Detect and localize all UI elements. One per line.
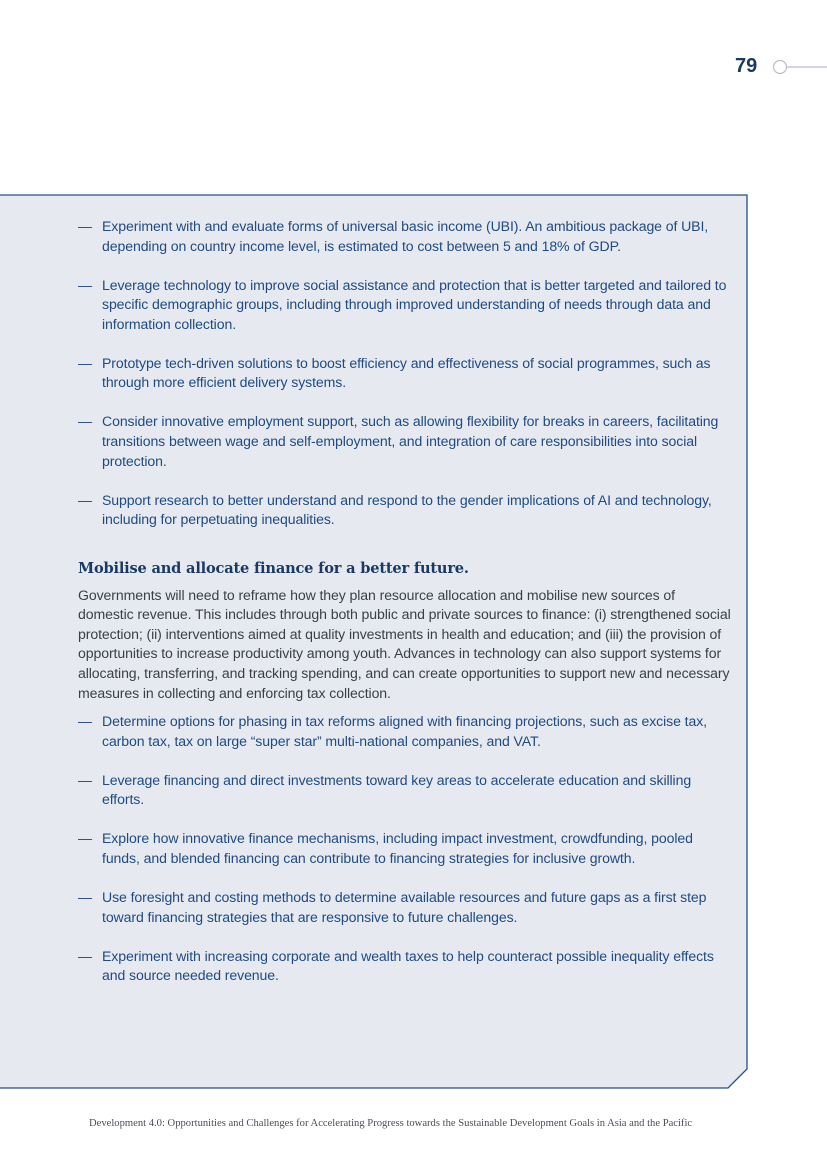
bullet-list-finance: [78, 712, 733, 986]
body-paragraph: Governments will need to reframe how they plan resource allocation and mobilise new sources of domestic revenue. This includes through both public and private sources to finance: (i) strengthened social protection; (ii) interventions aimed at quality investments in health and education; and (iii) the provision of opportunities to increase productivity among youth. Advances in technology can also support systems for allocating, transferring, and tracking spending, and can create opportunities to support new and necessary measures in collecting and enforcing tax collection.: [78, 586, 731, 701]
bullet-text: Determine options for phasing in tax reforms aligned with financing projections, such as excise tax, carbon tax, tax on large “super star” multi-national companies, and VAT.: [102, 713, 707, 749]
page-number: 79: [735, 55, 758, 77]
dash-icon: —: [78, 354, 92, 371]
bullet-text: Experiment with increasing corporate and wealth taxes to help counteract possible inequality effects and source needed revenue.: [102, 947, 714, 984]
section-heading: Mobilise and allocate finance for a better future.: [78, 559, 469, 577]
bullet-text: Experiment with and evaluate forms of universal basic income (UBI). An ambitious package of UBI, depending on country income level, is estimated to cost between 5 and 18% of GDP.: [102, 218, 709, 254]
bullet-text: Consider innovative employment support, such as allowing flexibility for breaks in careers, facilitating transitions between wage and self-employment, and integration of care responsibilities into social protection.: [102, 413, 719, 469]
dash-icon: —: [78, 888, 92, 905]
list-item: [78, 412, 733, 471]
dash-icon: —: [78, 830, 92, 847]
bullet-text: Explore how innovative finance mechanisms, including impact investment, crowdfunding, pooled funds, and blended financing can contribute to financing strategies for inclusive growth.: [102, 830, 693, 866]
list-item: [78, 276, 733, 335]
bullet-text: Leverage financing and direct investments toward key areas to accelerate education and skilling efforts.: [102, 771, 692, 808]
list-item: [78, 771, 733, 810]
bullet-text: Use foresight and costing methods to determine available resources and future gaps as a first step toward financing strategies that are responsive to future challenges.: [102, 888, 707, 925]
list-item: [78, 829, 733, 868]
box-content: [78, 217, 733, 986]
list-item: [78, 354, 733, 393]
bullet-text: Prototype tech-driven solutions to boost efficiency and effectiveness of social programmes, such as through more efficient delivery systems.: [102, 354, 711, 391]
list-item: [78, 947, 733, 986]
list-item: [78, 491, 733, 530]
bullet-text: Support research to better understand and respond to the gender implications of AI and technology, including for perpetuating inequalities.: [102, 491, 712, 528]
dash-icon: —: [78, 276, 92, 293]
list-item: [78, 888, 733, 927]
dash-icon: —: [78, 491, 92, 508]
list-item: [78, 217, 733, 256]
running-footer: Development 4.0: Opportunities and Challenges for Accelerating Progress towards the Sustainable Development Goals in Asia and the Pacific: [89, 1118, 693, 1129]
dash-icon: —: [78, 218, 92, 234]
list-item: [78, 712, 733, 751]
dash-icon: —: [78, 713, 92, 730]
dash-icon: —: [78, 947, 92, 964]
bullet-text: Leverage technology to improve social assistance and protection that is better targeted and tailored to specific demographic groups, including through improved understanding of needs through data and information collection.: [102, 276, 727, 332]
dash-icon: —: [78, 771, 92, 788]
dash-icon: —: [78, 413, 92, 430]
bullet-list-social-protection: [78, 217, 733, 530]
